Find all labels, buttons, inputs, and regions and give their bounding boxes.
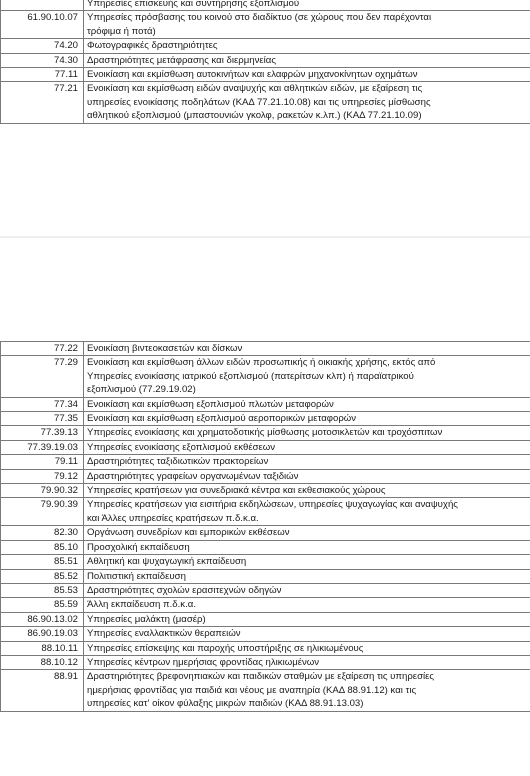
description-line: Δραστηριότητες σχολών ερασιτεχνών οδηγών	[87, 584, 282, 596]
table-row	[1, 426, 530, 440]
description-line: υπηρεσίες ενοικίασης ποδηλάτων (ΚΑΔ 77.21.10.08) και τις υπηρεσίες μίσθωσης	[87, 96, 431, 108]
table-row	[1, 655, 530, 669]
table-row	[1, 53, 530, 67]
description-line: Δραστηριότητες ταξιδιωτικών πρακτορείων	[87, 456, 269, 468]
table-row	[1, 670, 530, 711]
activity-description	[84, 670, 530, 711]
activity-code: 77.11	[1, 68, 84, 82]
description-line: εξοπλισμού (77.29.19.02)	[87, 384, 196, 396]
table-row	[1, 498, 530, 526]
activity-description	[84, 0, 530, 11]
description-line: Πολιτιστική εκπαίδευση	[87, 570, 186, 582]
table-row	[1, 397, 530, 411]
description-line: Ενοικίαση και εκμίσθωση εξοπλισμού αεροπορικών μεταφορών	[87, 413, 357, 425]
activity-description	[84, 598, 530, 612]
page-break-gap	[0, 152, 530, 341]
activity-codes-table-bottom	[0, 341, 530, 712]
activity-description	[84, 627, 530, 641]
activity-code: 74.30	[1, 53, 84, 67]
description-line: Ενοικίαση βιντεοκασετών και δίσκων	[87, 343, 243, 354]
table-row	[1, 342, 530, 356]
activity-code: 79.11	[1, 455, 84, 469]
activity-description	[84, 526, 530, 540]
activity-description	[84, 569, 530, 583]
activity-description	[84, 641, 530, 655]
description-line: Υπηρεσίες κρατήσεων για συνεδριακά κέντρα και εκθεσιακούς χώρους	[87, 485, 386, 497]
description-line: Προσχολική εκπαίδευση	[87, 541, 190, 553]
description-line: Δραστηριότητες μετάφρασης και διερμηνείας	[87, 54, 276, 66]
activity-code: 85.10	[1, 540, 84, 554]
activity-code: 77.35	[1, 412, 84, 426]
activity-code: 79.90.39	[1, 498, 84, 526]
table-row	[1, 583, 530, 597]
activity-description	[84, 555, 530, 569]
activity-description	[84, 455, 530, 469]
description-line: Υπηρεσίες εναλλακτικών θεραπειών	[87, 628, 241, 640]
description-line: Οργάνωση συνεδρίων και εμπορικών εκθέσεων	[87, 527, 290, 539]
table-row	[1, 68, 530, 82]
table-row	[1, 11, 530, 39]
description-line: Υπηρεσίες ενοικίασης εξοπλισμού εκθέσεων	[87, 441, 276, 453]
activity-code: 79.90.32	[1, 484, 84, 498]
activity-description	[84, 498, 530, 526]
activity-code: 88.10.12	[1, 655, 84, 669]
activity-description	[84, 412, 530, 426]
activity-description	[84, 342, 530, 356]
table-row	[1, 455, 530, 469]
table-row	[1, 440, 530, 454]
activity-description	[84, 484, 530, 498]
description-line: Φωτογραφικές δραστηριότητες	[87, 40, 218, 52]
description-line: Αθλητική και ψυχαγωγική εκπαίδευση	[87, 556, 247, 568]
table-row	[1, 612, 530, 626]
page-break-line	[0, 236, 530, 238]
activity-description	[84, 540, 530, 554]
table-row	[1, 0, 530, 11]
description-line: τρόφιμα ή ποτά)	[87, 25, 156, 37]
table-row	[1, 641, 530, 655]
activity-code: 77.34	[1, 397, 84, 411]
description-line: και Άλλες υπηρεσίες κρατήσεων π.δ.κ.α.	[87, 512, 259, 524]
activity-code: 88.10.11	[1, 641, 84, 655]
description-line: Υπηρεσίες ενοικίασης ιατρικού εξοπλισμού (πατερίτσων κλπ) ή παραϊατρικού	[87, 370, 414, 382]
description-line: Δραστηριότητες βρεφονηπιακών και παιδικών σταθμών με εξαίρεση τις υπηρεσίες	[87, 671, 435, 683]
activity-code: 85.51	[1, 555, 84, 569]
activity-description	[84, 11, 530, 39]
description-line: Υπηρεσίες επίσκεψης και παροχής υποστήριξης σε ηλικιωμένους	[87, 642, 364, 654]
activity-description	[84, 39, 530, 53]
activity-description	[84, 583, 530, 597]
description-line: Ενοικίαση και εκμίσθωση εξοπλισμού πλωτών μεταφορών	[87, 398, 334, 410]
description-line: Υπηρεσίες ενοικίασης και χρηματοδοτικής μίσθωσης μοτοσικλετών και τροχόσπιτων	[87, 427, 443, 439]
activity-description	[84, 655, 530, 669]
description-line: Υπηρεσίες κέντρων ημερήσιας φροντίδας ηλικιωμένων	[87, 656, 320, 668]
table-row	[1, 555, 530, 569]
activity-code: 77.39.19.03	[1, 440, 84, 454]
activity-code: 86.90.19.03	[1, 627, 84, 641]
description-line: αθλητικού εξοπλισμού (μπαστουνιών γκολφ, ρακετών κ.λπ.) (ΚΑΔ 77.21.10.09)	[87, 110, 422, 122]
table-row	[1, 569, 530, 583]
activity-description	[84, 440, 530, 454]
description-line: Δραστηριότητες γραφείων οργανωμένων ταξιδιών	[87, 470, 299, 482]
activity-code: 79.12	[1, 469, 84, 483]
table-row	[1, 356, 530, 397]
description-line: Άλλη εκπαίδευση π.δ.κ.α.	[87, 599, 196, 611]
activity-code: 88.91	[1, 670, 84, 711]
activity-code: 86.90.13.02	[1, 612, 84, 626]
activity-description	[84, 82, 530, 123]
description-line: Ενοικίαση και εκμίσθωση αυτοκινήτων και ελαφρών μηχανοκίνητων οχημάτων	[87, 69, 418, 81]
description-line: Υπηρεσίες επισκευής και συντήρησης εξοπλισμού	[87, 0, 300, 9]
activity-description	[84, 426, 530, 440]
table-row	[1, 627, 530, 641]
table-row	[1, 469, 530, 483]
activity-description	[84, 612, 530, 626]
activity-code: 77.22	[1, 342, 84, 356]
activity-description	[84, 53, 530, 67]
activity-code: 77.21	[1, 82, 84, 123]
table-row	[1, 82, 530, 123]
table-row	[1, 598, 530, 612]
activity-code: 74.20	[1, 39, 84, 53]
activity-code	[1, 0, 84, 11]
table-row	[1, 484, 530, 498]
activity-code: 85.53	[1, 583, 84, 597]
table-row	[1, 412, 530, 426]
activity-description	[84, 469, 530, 483]
activity-code: 85.52	[1, 569, 84, 583]
table-row	[1, 540, 530, 554]
description-line: Υπηρεσίες κρατήσεων για εισιτήρια εκδηλώσεων, υπηρεσίες ψυχαγωγίας και αναψυχής	[87, 499, 458, 511]
description-line: υπηρεσίες κατ' οίκον φύλαξης μικρών παιδιών (ΚΑΔ 88.91.13.03)	[87, 698, 364, 710]
activity-codes-table-top	[0, 0, 530, 124]
activity-description	[84, 68, 530, 82]
table-row	[1, 526, 530, 540]
description-line: Ενοικίαση και εκμίσθωση ειδών αναψυχής και αθλητικών ειδών, με εξαίρεση τις	[87, 83, 423, 95]
activity-code: 82.30	[1, 526, 84, 540]
activity-description	[84, 356, 530, 397]
description-line: Υπηρεσίες πρόσβασης του κοινού στο διαδίκτυο (σε χώρους που δεν παρέχονται	[87, 12, 432, 24]
description-line: ημερήσιας φροντίδας για παιδιά και νέους με αναπηρία (ΚΑΔ 88.91.12) και τις	[87, 684, 417, 696]
table-row	[1, 39, 530, 53]
activity-code: 77.29	[1, 356, 84, 397]
description-line: Ενοικίαση και εκμίσθωση άλλων ειδών προσωπικής ή οικιακής χρήσης, εκτός από	[87, 357, 436, 369]
activity-code: 61.90.10.07	[1, 11, 84, 39]
activity-description	[84, 397, 530, 411]
description-line: Υπηρεσίες μαλάκτη (μασέρ)	[87, 613, 206, 625]
activity-code: 85.59	[1, 598, 84, 612]
activity-code: 77.39.13	[1, 426, 84, 440]
